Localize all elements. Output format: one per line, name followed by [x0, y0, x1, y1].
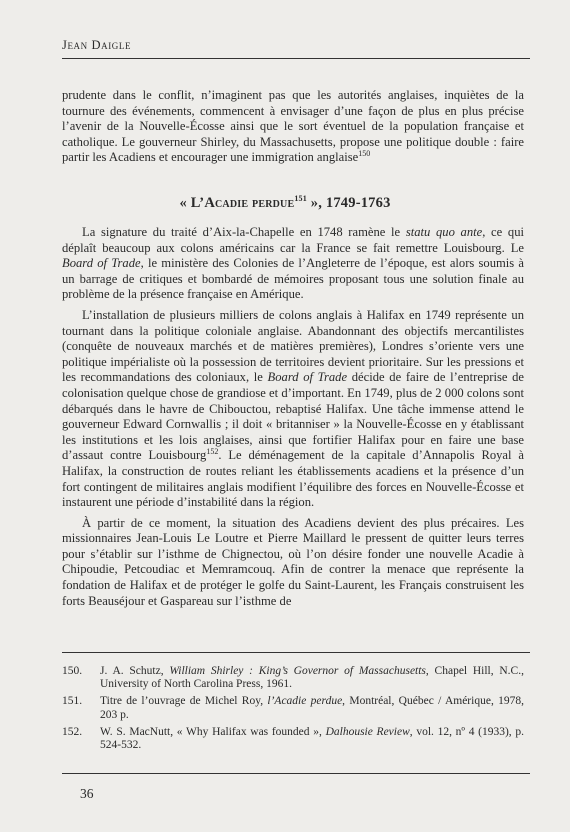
page-number: 36: [80, 786, 94, 801]
footnote-ref-152[interactable]: 152: [206, 447, 219, 457]
footnote-text: [100, 726, 524, 752]
footnote-text-part: Titre de l’ouvrage de Michel Roy,: [100, 695, 268, 708]
italic-term: Board of Trade: [267, 370, 348, 385]
footnote-title: Dalhousie Review: [325, 725, 410, 738]
intro-paragraph: [62, 88, 524, 166]
section-title-main: Acadie perdue: [204, 195, 295, 211]
paragraph-situation-acadiens: [62, 516, 524, 610]
footnote-title: l’Acadie perdue: [267, 695, 343, 708]
intro-text: [62, 88, 524, 166]
footer-rule: [62, 773, 530, 774]
footnote-text-part: , Chapel Hill, N.C., University of North Carolina Press, 1961.: [100, 665, 524, 691]
footnote-text-part: , Montréal, Québec / Amérique, 1978, 203 p.: [100, 695, 524, 721]
footnote-title: William Shirley : King’s Governor of Massachusetts: [169, 665, 426, 677]
paragraph-halifax: [62, 308, 524, 511]
intro-paragraph-text: prudente dans le conflit, n’imaginent pas que les autorités anglaises, inquiètes de la tournure des événements, commencent à envisager d’une façon de plus en plus précise l’avenir de la Nouvelle-Écosse ainsi que le sort éventuel de la population française et catholique. Le gouverneur Shirley, du Massachusetts, propose une politique double : faire partir les Acadiens et encourager une immigration anglaise: [62, 88, 524, 165]
running-header-author: Jean Daigle: [62, 38, 132, 52]
paragraph-text: . Le déménagement de la capitale d’Annapolis Royal à Halifax, la construction de routes reliant les établissements acadiens et la présence d’un fort contingent de militaires anglais modifient l’équilibre des forces en Nouvelle-Écosse et instaurent une période d’instabilité dans la région.: [62, 448, 524, 510]
footnote-text-part: , vol. 12, nº 4 (1933), p. 524-532.: [100, 725, 525, 752]
footnote-number: 150.: [62, 665, 83, 677]
footnote-151: [62, 695, 524, 721]
paragraph-text: , ce qui déplaît beaucoup aux colons américains car la France se fait remettre Louisbourg. Le: [62, 225, 524, 255]
footnote-text-part: J. A. Schutz,: [100, 665, 170, 677]
footnote-number: 151.: [62, 695, 83, 708]
section-body: [62, 225, 524, 609]
section-title-open: « L’: [179, 195, 205, 211]
footnote-text-part: W. S. MacNutt, « Why Halifax was founded »,: [100, 725, 326, 738]
paragraph-text: À partir de ce moment, la situation des Acadiens devient des plus précaires. Les missionnaires Jean-Louis Le Loutre et Pierre Maillard le pressent de quitter leurs terres pour s’établir sur l’isthme de Chignectou, où l’on désire fonder une nouvelle Acadie à Chipoudie, Petcoudiac et Memramcouq. Afin de contrer la menace que représente la fondation de Halifax et de protéger le golfe du Saint-Laurent, les Français construisent les forts Beauséjour et Gaspareau sur l’isthme de: [62, 515, 524, 608]
italic-term: Board of Trade: [62, 256, 141, 271]
footnote-152: [62, 726, 524, 752]
footnote-150: [62, 665, 524, 691]
footnotes: [62, 665, 524, 756]
section-heading: [0, 195, 570, 212]
footnote-ref-150[interactable]: 150: [358, 149, 371, 159]
footnote-number: 152.: [62, 725, 83, 738]
paragraph-text: , le ministère des Colonies de l’Angleterre de l’époque, est alors soumis à un barrage de critiques et bombardé de mémoires proposant tous une solution finale au problème de la présence française en Amérique.: [62, 256, 524, 302]
paragraph-text: décide de faire de l’entreprise de colonisation quelque chose de grandiose et d’important. En 1749, plus de 2 000 colons sont débarqués dans le havre de Chibouctou, rebaptisé Halifax. Une tâche immense attend le gouverneur Edward Cornwallis ; il doit « britanniser » la Nouvelle-Écosse en y établissant les institutions et les lois anglaises, ainsi que fortifier Halifax pour en faire une base d’assaut contre Louisbourg: [62, 370, 524, 463]
footnote-text: [100, 695, 524, 721]
footnote-rule: [62, 652, 530, 653]
italic-term: statu quo ante: [405, 225, 483, 239]
footnote-ref-151[interactable]: 151: [294, 194, 307, 204]
paragraph-text: L’installation de plusieurs milliers de colons anglais à Halifax en 1749 représente un tournant dans la politique coloniale anglaise. Abandonnant des objectifs mercantilistes (conquête de nouveaux marchés et de matières premières), Londres s’oriente vers une politique impérialiste où la possession de territoires devient prioritaire. Sur les pressions et les recommandations des coloniaux, le: [62, 307, 524, 385]
paragraph-aix-la-chapelle: [62, 225, 524, 303]
section-title-close: », 1749-1763: [306, 195, 391, 211]
header-rule: [62, 58, 530, 59]
footnote-text: [100, 665, 524, 691]
paragraph-text: La signature du traité d’Aix-la-Chapelle en 1748 ramène le: [82, 225, 406, 239]
